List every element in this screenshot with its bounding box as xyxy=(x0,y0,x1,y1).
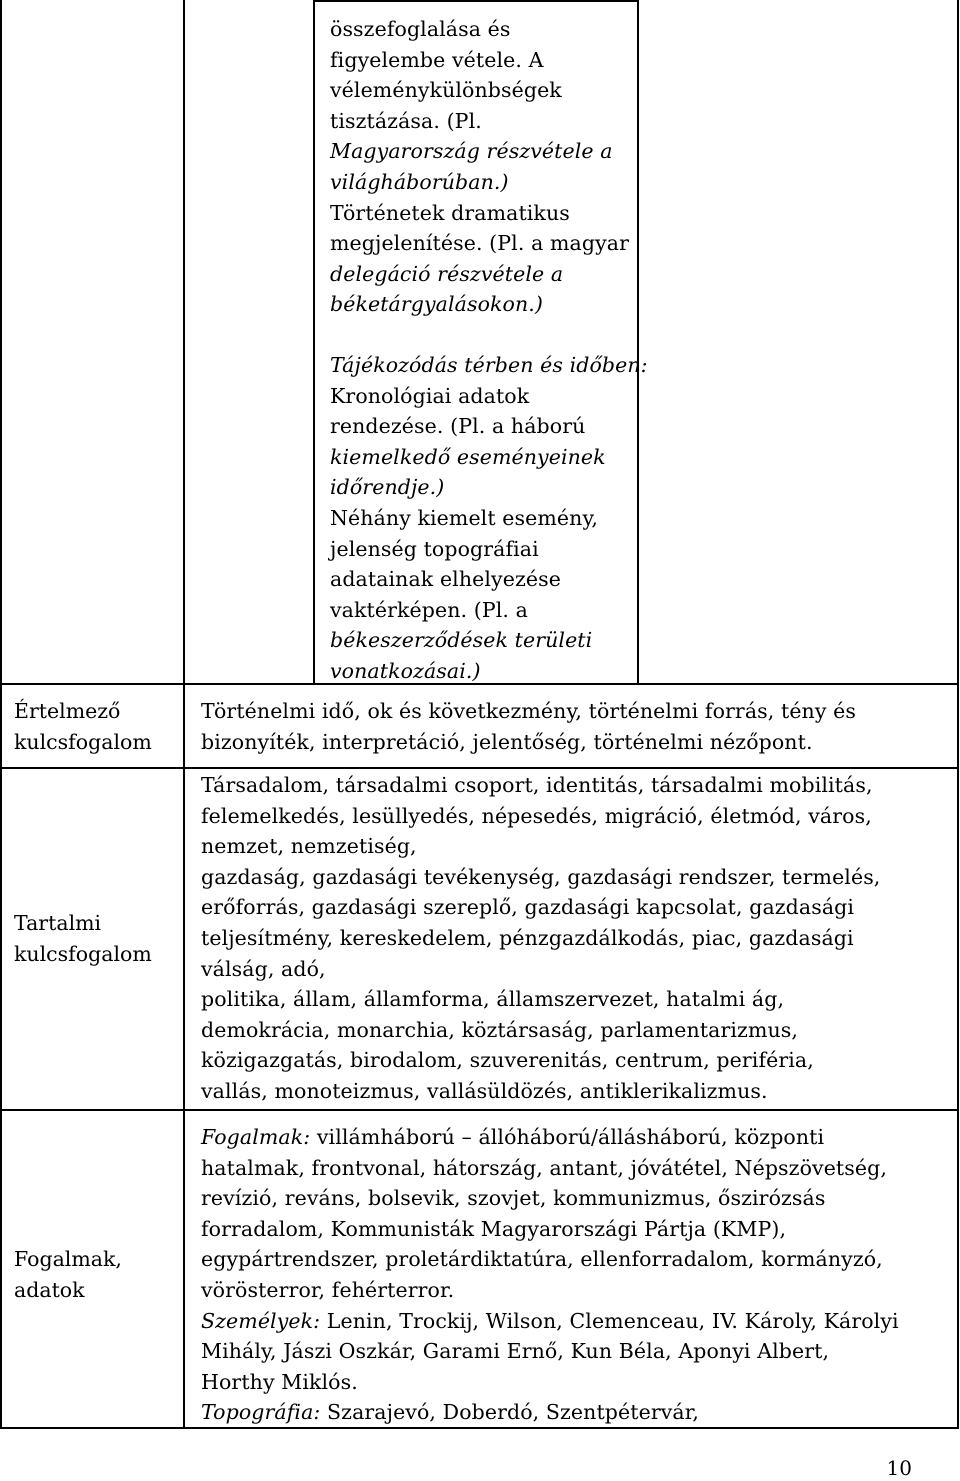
content-line xyxy=(201,1397,899,1428)
activities-block-1 xyxy=(330,14,629,320)
page-number: 10 xyxy=(886,1456,912,1480)
content-line xyxy=(201,1122,899,1153)
activities-line: Néhány kiemelt esemény, xyxy=(330,505,599,530)
table-col1-divider xyxy=(183,0,185,1429)
content-line: felemelkedés, lesüllyedés, népesedés, migráció, életmód, város, xyxy=(201,803,872,828)
row-label-line: adatok xyxy=(14,1277,85,1302)
content-line: gazdaság, gazdasági tevékenység, gazdasági rendszer, termelés, xyxy=(201,864,881,889)
row-label-fogalmak xyxy=(14,1244,122,1305)
row-label-tartalmi xyxy=(14,908,152,969)
content-line: válság, adó, xyxy=(201,956,326,981)
content-line: vörösterror, fehérterror. xyxy=(201,1277,455,1302)
content-line: Mihály, Jászi Oszkár, Garami Ernő, Kun Béla, Aponyi Albert, xyxy=(201,1339,830,1364)
activities-line: Magyarország részvétele a xyxy=(330,139,613,164)
content-line: közigazgatás, birodalom, szuverenitás, centrum, periféria, xyxy=(201,1048,814,1073)
top-cell-left-border xyxy=(313,0,315,683)
row-content-tartalmi xyxy=(201,770,880,1107)
activities-line: világháborúban.) xyxy=(330,169,509,194)
content-line: nemzet, nemzetiség, xyxy=(201,834,417,859)
activities-block-2 xyxy=(330,350,648,687)
row-label-line: Tartalmi xyxy=(14,911,102,935)
activities-line: béketárgyalásokon.) xyxy=(330,292,544,317)
activities-line: összefoglalása és xyxy=(330,17,511,41)
content-line: bizonyíték, interpretáció, jelentőség, történelmi nézőpont. xyxy=(201,729,813,754)
row-label-ertelmezo xyxy=(14,696,152,757)
content-line: teljesítmény, kereskedelem, pénzgazdálkodás, piac, gazdasági xyxy=(201,925,854,950)
content-text: Lenin, Trockij, Wilson, Clemenceau, IV. Károly, Károlyi xyxy=(320,1308,899,1333)
activities-line: Történetek dramatikus xyxy=(330,200,570,225)
content-line: forradalom, Kommunisták Magyarországi Pártja (KMP), xyxy=(201,1216,787,1241)
activities-line: véleménykülönbségek xyxy=(330,78,562,103)
content-line xyxy=(201,1306,899,1337)
activities-line: békeszerződések területi xyxy=(330,628,593,653)
row-content-ertelmezo xyxy=(201,696,856,757)
table-right-border-top xyxy=(957,0,959,683)
activities-line: Tájékozódás térben és időben: xyxy=(330,353,648,377)
activities-line: jelenség topográfiai xyxy=(330,536,539,561)
row-label-line: Fogalmak, xyxy=(14,1247,122,1271)
row-label-line: Értelmező xyxy=(14,699,121,723)
content-line: vallás, monoteizmus, vallásüldözés, antiklerikalizmus. xyxy=(201,1078,768,1103)
row-divider-3 xyxy=(0,1109,959,1111)
content-text: Szarajevó, Doberdó, Szentpétervár, xyxy=(320,1400,699,1425)
table-left-border xyxy=(0,0,2,1429)
content-line: revízió, reváns, bolsevik, szovjet, kommunizmus, őszirózsás xyxy=(201,1186,826,1211)
top-cell-top-border xyxy=(313,0,639,2)
activities-line: adatainak elhelyezése xyxy=(330,567,561,592)
content-text: villámháború – állóháború/állásháború, központi xyxy=(310,1125,825,1149)
content-line: hatalmak, frontvonal, hátország, antant, jóvátétel, Népszövetség, xyxy=(201,1155,887,1180)
content-line: Horthy Miklós. xyxy=(201,1369,358,1394)
szemelyek-prefix: Személyek: xyxy=(201,1308,321,1333)
activities-line: kiemelkedő eseményeinek xyxy=(330,444,606,469)
activities-line: vonatkozásai.) xyxy=(330,658,481,683)
activities-line: rendezése. (Pl. a háború xyxy=(330,414,586,439)
table-right-border-bottom xyxy=(957,683,959,1429)
content-line: egypártrendszer, proletárdiktatúra, ellenforradalom, kormányzó, xyxy=(201,1247,883,1272)
fogalmak-prefix: Fogalmak: xyxy=(201,1125,311,1149)
content-line: Történelmi idő, ok és következmény, történelmi forrás, tény és xyxy=(201,699,857,723)
row-label-line: kulcsfogalom xyxy=(14,729,152,754)
content-line: politika, állam, államforma, államszervezet, hatalmi ág, xyxy=(201,987,785,1012)
activities-line: vaktérképen. (Pl. a xyxy=(330,597,528,622)
activities-line: megjelenítése. (Pl. a magyar xyxy=(330,231,629,256)
activities-line: Kronológiai adatok xyxy=(330,383,530,408)
activities-line: delegáció részvétele a xyxy=(330,261,564,286)
topografia-prefix: Topográfia: xyxy=(201,1400,321,1425)
activities-line: időrendje.) xyxy=(330,475,445,500)
row-divider-2 xyxy=(0,767,959,769)
row-content-fogalmak xyxy=(201,1122,899,1428)
activities-line: tisztázása. (Pl. xyxy=(330,108,482,133)
row-label-line: kulcsfogalom xyxy=(14,941,152,966)
content-line: erőforrás, gazdasági szereplő, gazdasági kapcsolat, gazdasági xyxy=(201,895,855,920)
activities-line: figyelembe vétele. A xyxy=(330,47,544,72)
content-line: Társadalom, társadalmi csoport, identitás, társadalmi mobilitás, xyxy=(201,773,873,797)
content-line: demokrácia, monarchia, köztársaság, parlamentarizmus, xyxy=(201,1017,799,1042)
